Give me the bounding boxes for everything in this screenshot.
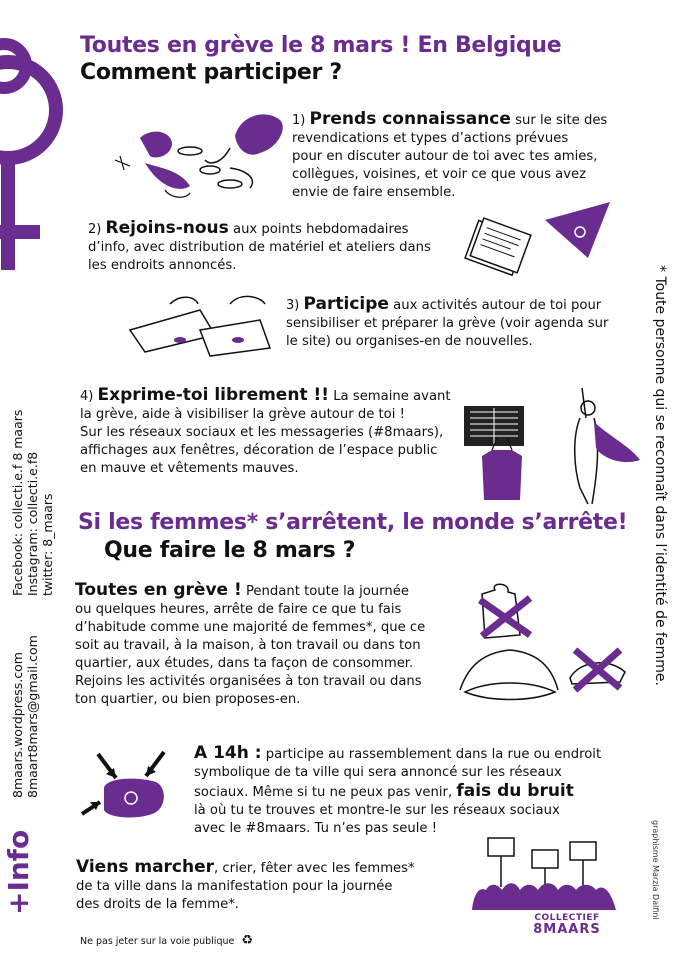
newspaper-shirt-woman-illustration bbox=[462, 378, 642, 508]
step-1-line: revendications et types d’actions prévues bbox=[292, 131, 569, 146]
footnote-vertical: * Toute personne qui se reconnaît dans l’identité de femme. bbox=[652, 265, 668, 686]
step-3-number: 3) bbox=[286, 298, 300, 313]
step-2 bbox=[88, 219, 468, 275]
step-1-text: sur le site des bbox=[515, 113, 608, 128]
strike-line: soit au travail, à la maison, à ton travail ou dans ton bbox=[75, 638, 421, 653]
step-1-line: envie de faire ensemble. bbox=[292, 185, 456, 200]
logo-line2: 8MAARS bbox=[533, 922, 601, 937]
crossed-objects-illustration bbox=[450, 580, 640, 710]
step-1-number: 1) bbox=[292, 113, 306, 128]
eight-symbol bbox=[0, 38, 40, 158]
march-text: , crier, fêter avec les femmes* bbox=[214, 861, 415, 876]
hands-papers-illustration bbox=[120, 290, 280, 360]
strike-text: Pendant toute la journée bbox=[245, 584, 409, 599]
step-4-lead: Exprime-toi librement !! bbox=[97, 385, 329, 405]
info-label bbox=[2, 830, 35, 915]
step-1-line: collègues, voisines, et voir ce que vous avez bbox=[292, 167, 587, 182]
contact-email: 8maart8mars@gmail.com bbox=[25, 635, 40, 798]
gathering-arrows-illustration bbox=[76, 740, 186, 830]
march-lead: Viens marcher bbox=[76, 857, 215, 877]
step-2-number: 2) bbox=[88, 222, 102, 237]
step-4-line: affichages aux fenêtres, décoration de l’espace public bbox=[80, 443, 438, 458]
page-title: Toutes en grève le 8 mars ! En Belgique bbox=[80, 33, 562, 58]
step-1-lead: Prends connaissance bbox=[309, 109, 511, 129]
strike-line: Rejoins les activités organisées à ton travail ou dans bbox=[75, 674, 422, 689]
step-2-text: aux points hebdomadaires bbox=[232, 222, 409, 237]
section2-subtitle: Que faire le 8 mars ? bbox=[104, 538, 356, 563]
strike-line: d’habitude comme une majorité de femmes*, que ce bbox=[75, 620, 426, 635]
logo-line1: COLLECTIEF bbox=[534, 913, 600, 923]
credit-vertical: graphisme Marzia Dalfini bbox=[651, 820, 660, 920]
step-4-line: en mauve et vêtements mauves. bbox=[80, 461, 299, 476]
footer-note bbox=[80, 933, 253, 948]
strike-block bbox=[75, 581, 455, 709]
gathering-lead: A 14h : bbox=[194, 743, 262, 763]
step-3-line: sensibiliser et préparer la grève (voir agenda sur bbox=[286, 316, 609, 331]
contact-block bbox=[10, 635, 40, 798]
step-4-line: la grève, aide à visibiliser la grève autour de toi ! bbox=[80, 407, 405, 422]
gathering-line: avec le #8maars. Tu n’es pas seule ! bbox=[194, 821, 437, 836]
gathering-block bbox=[194, 744, 634, 838]
step-3 bbox=[286, 295, 646, 351]
step-2-line: d’info, avec distribution de matériel et ateliers dans bbox=[88, 240, 431, 255]
step-1-line: pour en discuter autour de toi avec tes amies, bbox=[292, 149, 598, 164]
social-twitter: twitter: 8_maars bbox=[40, 493, 55, 596]
strike-lead: Toutes en grève ! bbox=[75, 580, 242, 600]
social-facebook: Facebook: collecti.e.f 8 maars bbox=[10, 409, 25, 596]
gathering-line: là où tu te trouves et montre-le sur les réseaux sociaux bbox=[194, 803, 560, 818]
step-4-line: Sur les réseaux sociaux et les messageries (#8maars), bbox=[80, 425, 444, 440]
step-3-text: aux activités autour de toi pour bbox=[393, 298, 602, 313]
gathering-highlight: fais du bruit bbox=[456, 781, 574, 801]
social-block bbox=[10, 410, 55, 596]
gathering-line: sociaux. Même si tu ne peux pas venir, bbox=[194, 785, 453, 800]
footer-note-text: Ne pas jeter sur la voie publique bbox=[80, 936, 235, 947]
step-3-lead: Participe bbox=[303, 294, 389, 314]
info-label-text: +Info bbox=[2, 829, 35, 915]
step-2-line: les endroits annoncés. bbox=[88, 258, 237, 273]
march-line: des droits de la femme*. bbox=[76, 897, 239, 912]
speech-bubbles-illustration bbox=[110, 108, 290, 208]
step-4-text: La semaine avant bbox=[333, 389, 451, 404]
social-instagram: Instagram: collecti.e.f8 bbox=[25, 451, 40, 596]
collective-logo bbox=[512, 913, 622, 936]
strike-line: ton quartier, ou bien proposes-en. bbox=[75, 692, 301, 707]
step-3-line: le site) ou organises-en de nouvelles. bbox=[286, 334, 533, 349]
step-4-number: 4) bbox=[80, 389, 94, 404]
gathering-text: participe au rassemblement dans la rue ou endroit bbox=[265, 747, 602, 762]
contact-website: 8maars.wordpress.com bbox=[10, 652, 25, 798]
step-1 bbox=[292, 110, 632, 202]
march-line: de ta ville dans la manifestation pour la journée bbox=[76, 879, 393, 894]
section2-title: Si les femmes* s’arrêtent, le monde s’arrête! bbox=[78, 510, 628, 535]
crowd-signs-illustration bbox=[470, 832, 620, 912]
step-4 bbox=[80, 386, 470, 478]
strike-line: quartier, aux études, dans ta façon de consommer. bbox=[75, 656, 414, 671]
march-block bbox=[76, 858, 456, 914]
step-2-lead: Rejoins-nous bbox=[105, 218, 229, 238]
recycle-icon: ♻ bbox=[241, 933, 254, 948]
page-subtitle: Comment participer ? bbox=[80, 60, 342, 85]
gathering-line: symbolique de ta ville qui sera annoncé sur les réseaux bbox=[194, 765, 562, 780]
strike-line: ou quelques heures, arrête de faire ce que tu fais bbox=[75, 602, 402, 617]
documents-flag-illustration bbox=[460, 198, 620, 278]
